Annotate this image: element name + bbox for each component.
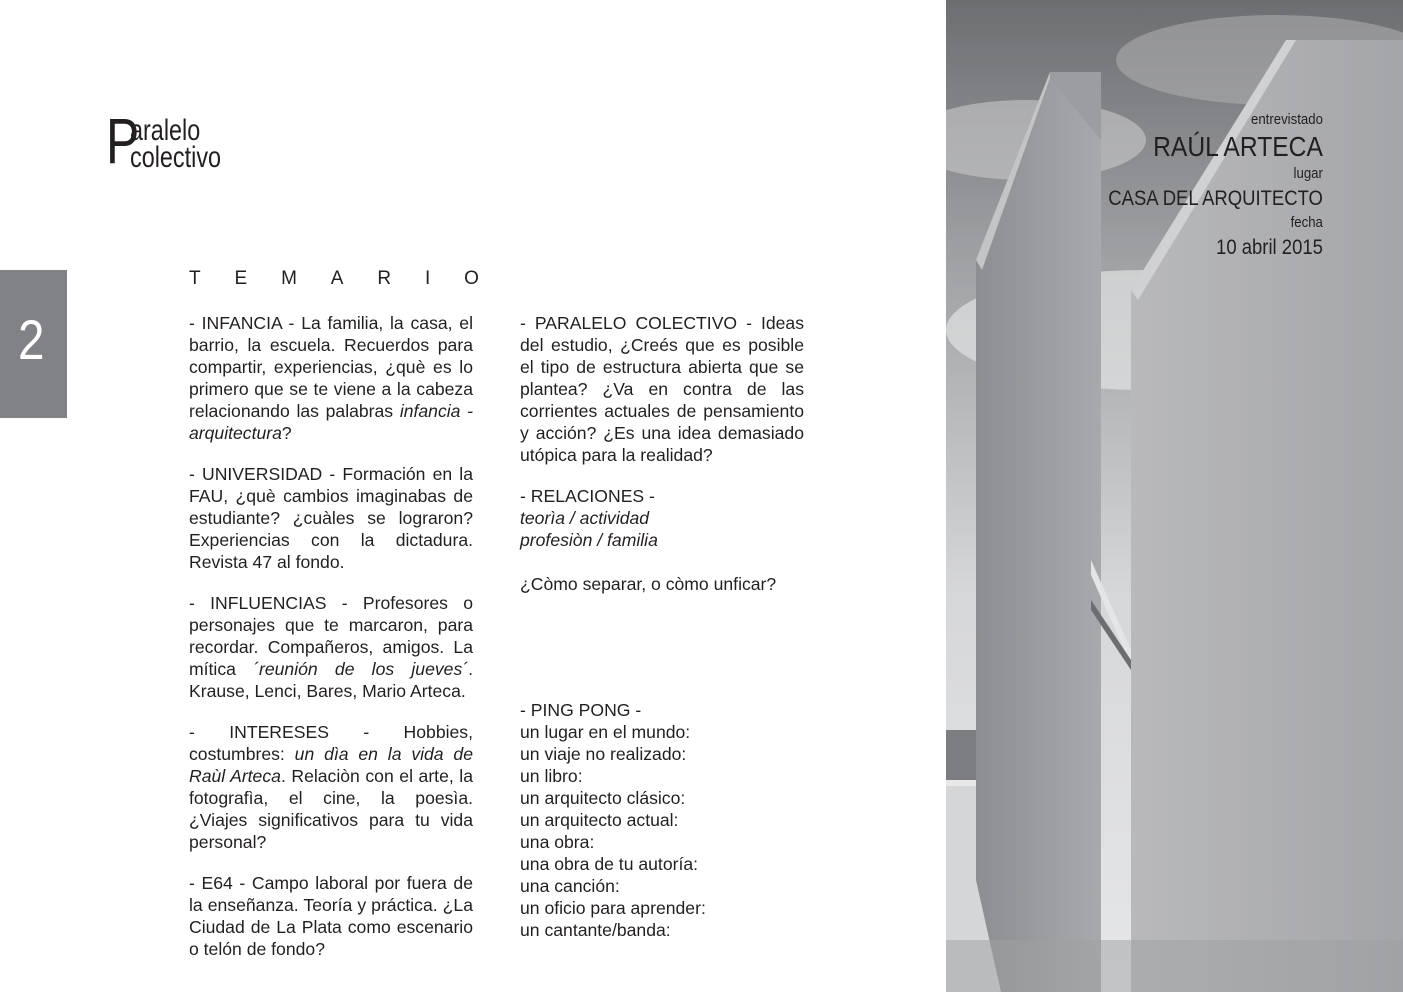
ping-pong-item: un arquitecto clásico: [520,788,686,808]
ping-pong-item: un lugar en el mundo: [520,722,691,742]
left-column [189,312,473,979]
interviewee-name: RAÚL ARTECA [1153,131,1323,162]
page-number: 2 [18,308,45,371]
topic-universidad: - UNIVERSIDAD - Formación en la FAU, ¿què cambios imaginabas de estudiante? ¿cuàles se lograron? Experiencias con la dictadura. Revista 47 al fondo. [189,464,473,572]
date-label: fecha [1290,214,1323,231]
ping-pong-item: un viaje no realizado: [520,744,687,764]
relaciones-title: - RELACIONES - [520,486,655,506]
relaciones-line: teorìa / actividad [520,508,650,528]
ping-pong-item: una canción: [520,876,620,896]
relaciones-question: ¿Còmo separar, o còmo unficar? [520,574,777,594]
date-value: 10 abril 2015 [1216,236,1323,259]
topic-infancia: - INFANCIA - La familia, la casa, el barrio, la escuela. Recuerdos para compartir, experiencias, ¿què es lo primero que se te viene a la cabeza relacionando las palabras infancia - arquitectura? [189,313,474,443]
topic-influencias: - INFLUENCIAS - Profesores o personajes que te marcaron, para recordar. Compañeros, amigos. La mítica ´reunión de los jueves´. Krause, Lenci, Bares, Mario Arteca. [189,593,473,701]
interview-info [1079,110,1323,262]
temario-letter: A [330,268,344,289]
temario-heading [189,268,479,290]
topic-e64: - E64 - Campo laboral por fuera de la enseñanza. Teoría y práctica. ¿La Ciudad de La Plata como escenario o telón de fondo? [189,873,473,959]
temario-letter: I [425,268,431,289]
logo-line-1: aralelo [130,114,201,147]
ping-pong-item: un cantante/banda: [520,920,671,940]
temario-letter: E [234,268,248,289]
temario-letter: O [464,268,479,289]
topic-relaciones [520,485,804,595]
interviewee-label: entrevistado [1251,111,1323,128]
ping-pong-item: un arquitecto actual: [520,810,679,830]
right-column [520,312,804,940]
ping-pong-item: una obra: [520,832,595,852]
relaciones-line: profesiòn / familia [520,530,658,550]
logo-letter: P [106,105,137,177]
logo [106,105,266,177]
temario-letter: M [281,268,297,289]
ping-pong-title: - PING PONG - [520,700,642,720]
ping-pong-item: un libro: [520,766,583,786]
topic-paralelo-colectivo: - PARALELO COLECTIVO - Ideas del estudio, ¿Creés que es posible el tipo de estructura abierta que se plantea? ¿Va en contra de las corrientes actuales de pensamiento y acción? ¿Es una idea demasiado utópica para la realidad? [520,313,804,465]
temario-letter: R [377,268,392,289]
place-label: lugar [1293,165,1323,182]
ping-pong-item: un oficio para aprender: [520,898,706,918]
architecture-photo [946,0,1403,992]
ping-pong-item: una obra de tu autoría: [520,854,699,874]
page-number-tab [0,270,67,418]
topic-ping-pong [520,699,804,941]
temario-letter: T [189,268,201,289]
logo-line-2: colectivo [130,141,222,174]
topic-intereses: - INTERESES - Hobbies, costumbres: un dìa en la vida de Raùl Arteca. Relaciòn con el arte, la fotografìa, el cine, la poesìa. ¿Viajes significativos para tu vida personal? [189,722,474,852]
place-name: CASA DEL ARQUITECTO [1108,187,1323,210]
